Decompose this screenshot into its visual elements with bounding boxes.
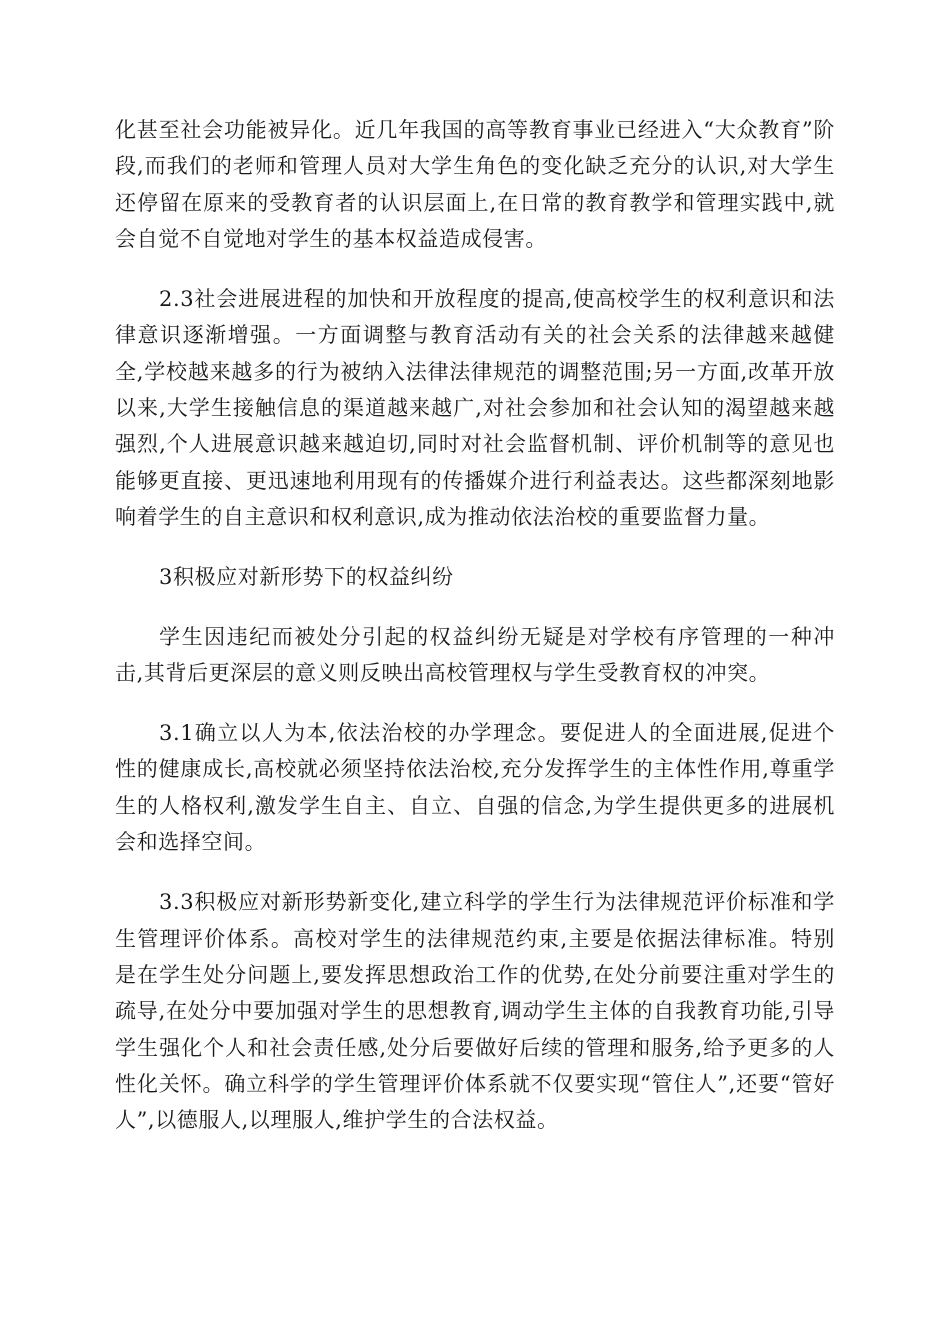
paragraph-continuation: 化甚至社会功能被异化。近几年我国的高等教育事业已经进入“大众教育”阶段,而我们的老师和管理人员对大学生角色的变化缺乏充分的认识,对大学生还停留在原来的受教育者的认识层面上,在日常的教育教学和管理实践中,就会自觉不自觉地对学生的基本权益造成侵害。 xyxy=(115,118,835,251)
paragraph-section-3-intro: 学生因违纪而被处分引起的权益纠纷无疑是对学校有序管理的一种冲击,其背后更深层的意义则反映出高校管理权与学生受教育权的冲突。 xyxy=(115,624,835,685)
paragraph-section-3-3: 3.3积极应对新形势新变化,建立科学的学生行为法律规范评价标准和学生管理评价体系。高校对学生的法律规范约束,主要是依据法律标准。特别是在学生处分问题上,要发挥思想政治工作的优势,在处分前要注重对学生的疏导,在处分中要加强对学生的思想教育,调动学生主体的自我教育功能,引导学生强化个人和社会责任感,处分后要做好后续的管理和服务,给予更多的人性化关怀。确立科学的学生管理评价体系就不仅要实现“管住人”,还要“管好人”,以德服人,以理服人,维护学生的合法权益。 xyxy=(115,890,835,1133)
paragraph-section-3-1: 3.1确立以人为本,依法治校的办学理念。要促进人的全面进展,促进个性的健康成长,高校就必须坚持依法治校,充分发挥学生的主体性作用,尊重学生的人格权利,激发学生自主、自立、自强的信念,为学生提供更多的进展机会和选择空间。 xyxy=(115,721,835,855)
paragraph-section-2-3: 2.3社会进展进程的加快和开放程度的提高,使高校学生的权利意识和法律意识逐渐增强。一方面调整与教育活动有关的社会关系的法律越来越健全,学校越来越多的行为被纳入法律法律规范的调整范围;另一方面,改革开放以来,大学生接触信息的渠道越来越广,对社会参加和社会认知的渴望越来越强烈,个人进展意识越来越迫切,同时对社会监督机制、评价机制等的意见也能够更直接、更迅速地利用现有的传播媒介进行利益表达。这些都深刻地影响着学生的自主意识和权利意识,成为推动依法治校的重要监督力量。 xyxy=(115,287,835,529)
document-body xyxy=(115,112,835,1162)
section-heading-3: 3积极应对新形势下的权益纠纷 xyxy=(159,565,454,590)
